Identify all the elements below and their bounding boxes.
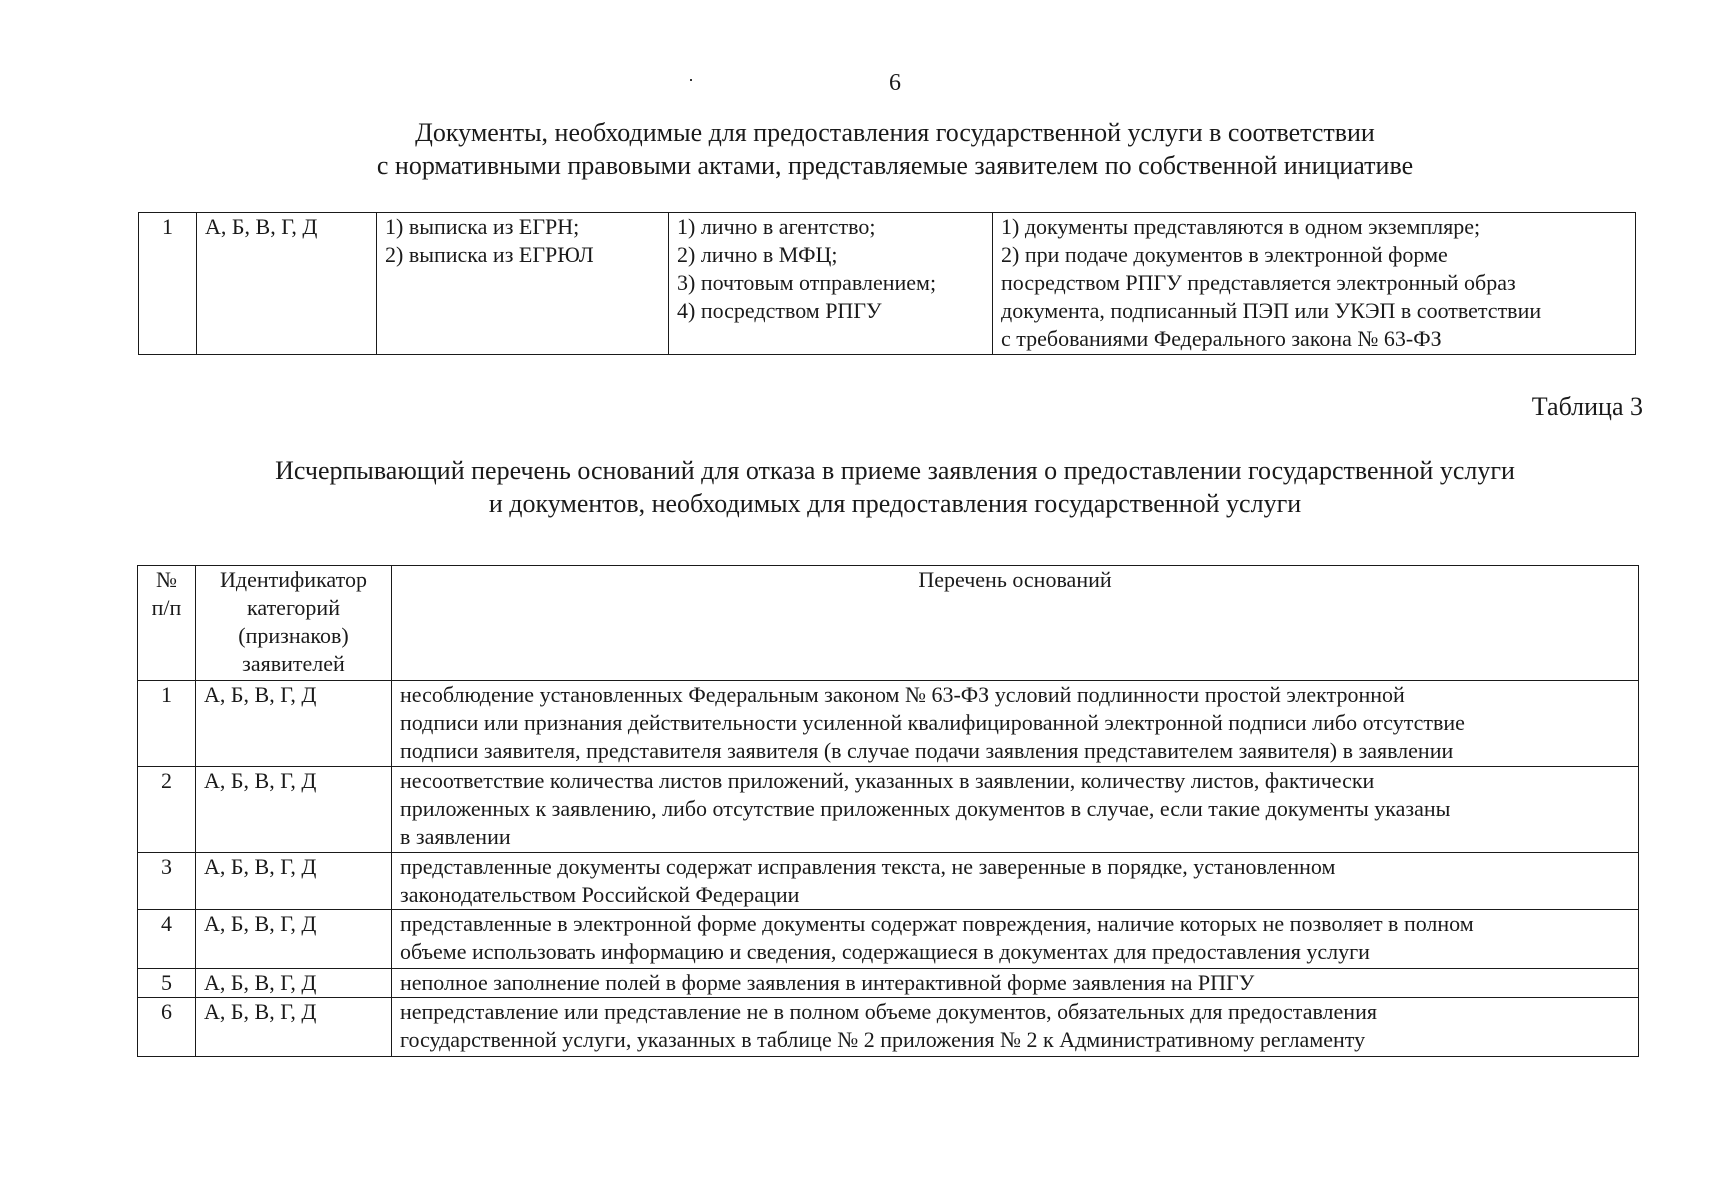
grounds-header: Перечень оснований	[392, 566, 1639, 681]
header-line: (признаков)	[238, 623, 349, 648]
row-number: 3	[138, 853, 196, 910]
cell-line: 1) документы представляются в одном экземпляре;	[1001, 214, 1481, 239]
cell-line: 2) выписка из ЕГРЮЛ	[385, 242, 594, 267]
category-cell: А, Б, В, Г, Д	[196, 998, 392, 1057]
cell-line: подписи или признания действительности усиленной квалифицированной электронной подписи либо отсутствие	[400, 710, 1465, 735]
category-cell: А, Б, В, Г, Д	[196, 853, 392, 910]
scan-speck	[690, 79, 692, 81]
table3	[137, 565, 1639, 1057]
table-row	[138, 767, 1639, 853]
category-id-header	[196, 566, 392, 681]
table3-label: Таблица 3	[1531, 392, 1643, 421]
grounds-cell	[392, 998, 1639, 1057]
category-cell: А, Б, В, Г, Д	[196, 969, 392, 998]
table-row	[138, 681, 1639, 767]
category-cell: А, Б, В, Г, Д	[196, 767, 392, 853]
header-line: категорий	[247, 595, 340, 620]
table3-title	[0, 454, 1728, 520]
category-cell: А, Б, В, Г, Д	[196, 910, 392, 969]
cell-line: приложенных к заявлению, либо отсутствие приложенных документов в случае, если такие документы указаны	[400, 796, 1451, 821]
table3-title-line: и документов, необходимых для предоставления государственной услуги	[488, 489, 1302, 518]
cell-line: 2) при подаче документов в электронной форме	[1001, 242, 1448, 267]
requirements-cell	[993, 213, 1636, 355]
row-number: 2	[138, 767, 196, 853]
cell-line: законодательством Российской Федерации	[400, 882, 800, 907]
documents-cell	[377, 213, 669, 355]
cell-line: неполное заполнение полей в форме заявления в интерактивной форме заявления на РПГУ	[400, 970, 1255, 995]
table-row	[138, 969, 1639, 998]
header-line: п/п	[151, 595, 182, 620]
cell-line: 3) почтовым отправлением;	[677, 270, 937, 295]
table-row	[139, 213, 1636, 355]
header-line: заявителей	[242, 651, 345, 676]
grounds-cell	[392, 969, 1639, 998]
cell-line: 1) выписка из ЕГРН;	[385, 214, 580, 239]
row-number: 1	[138, 681, 196, 767]
grounds-cell	[392, 853, 1639, 910]
cell-line: государственной услуги, указанных в таблице № 2 приложения № 2 к Административному регламенту	[400, 1027, 1366, 1052]
cell-line: 4) посредством РПГУ	[677, 298, 882, 323]
category-cell: А, Б, В, Г, Д	[197, 213, 377, 355]
cell-line: несоответствие количества листов приложений, указанных в заявлении, количеству листов, фактически	[400, 768, 1375, 793]
grounds-cell	[392, 910, 1639, 969]
table2-title-line: с нормативными правовыми актами, представляемые заявителем по собственной инициативе	[376, 151, 1414, 180]
table-header-row	[138, 566, 1639, 681]
table-row	[138, 910, 1639, 969]
header-line: Идентификатор	[220, 567, 367, 592]
table2-title	[0, 116, 1728, 182]
cell-line: посредством РПГУ представляется электронный образ	[1001, 270, 1516, 295]
table-row	[138, 998, 1639, 1057]
row-number: 5	[138, 969, 196, 998]
grounds-cell	[392, 767, 1639, 853]
cell-line: несоблюдение установленных Федеральным законом № 63-ФЗ условий подлинности простой электронной	[400, 682, 1405, 707]
cell-line: документа, подписанный ПЭП или УКЭП в соответствии	[1001, 298, 1542, 323]
table-row	[138, 853, 1639, 910]
num-header	[138, 566, 196, 681]
cell-line: непредставление или представление не в полном объеме документов, обязательных для предоставления	[400, 999, 1377, 1024]
cell-line: представленные документы содержат исправления текста, не заверенные в порядке, установленном	[400, 854, 1336, 879]
cell-line: с требованиями Федерального закона № 63-ФЗ	[1001, 326, 1442, 351]
page-number: 6	[889, 70, 901, 96]
table3-title-line: Исчерпывающий перечень оснований для отказа в приеме заявления о предоставлении государственной услуги	[275, 456, 1515, 485]
table2	[138, 212, 1636, 355]
table2-title-line: Документы, необходимые для предоставления государственной услуги в соответствии	[415, 118, 1375, 147]
row-number: 4	[138, 910, 196, 969]
cell-line: в заявлении	[400, 824, 511, 849]
category-cell: А, Б, В, Г, Д	[196, 681, 392, 767]
methods-cell	[669, 213, 993, 355]
grounds-cell	[392, 681, 1639, 767]
cell-line: 2) лично в МФЦ;	[677, 242, 838, 267]
row-number: 1	[139, 213, 197, 355]
cell-line: подписи заявителя, представителя заявителя (в случае подачи заявления представителем заявителя) в заявлении	[400, 738, 1454, 763]
header-line: №	[156, 567, 177, 592]
row-number: 6	[138, 998, 196, 1057]
cell-line: представленные в электронной форме документы содержат повреждения, наличие которых не позволяет в полном	[400, 911, 1474, 936]
cell-line: объеме использовать информацию и сведения, содержащиеся в документах для предоставления услуги	[400, 939, 1370, 964]
cell-line: 1) лично в агентство;	[677, 214, 876, 239]
